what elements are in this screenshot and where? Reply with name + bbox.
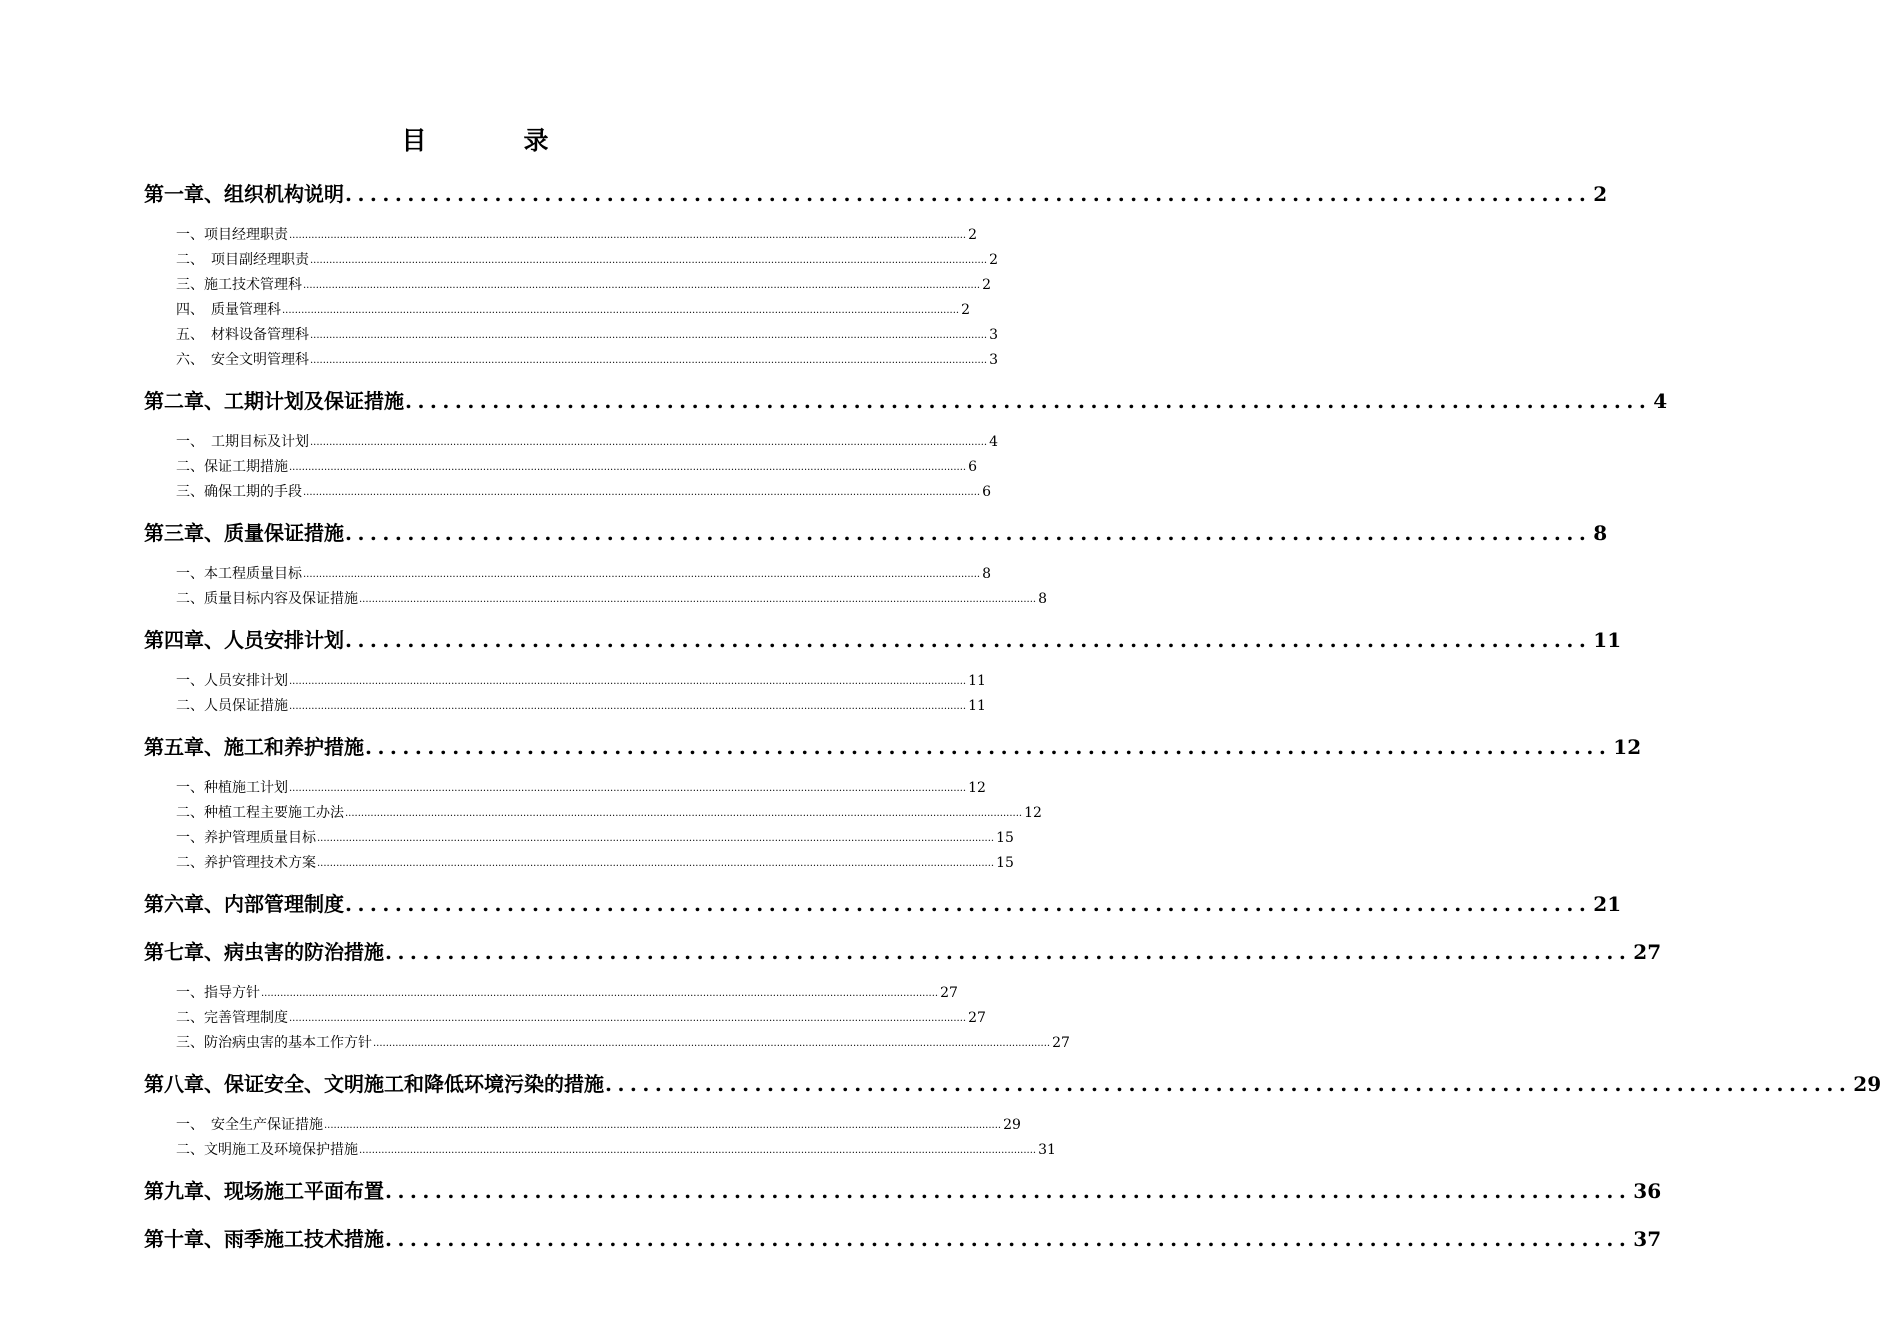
dot-leader: ..................................................................................................................................................................................................................... (359, 1145, 1037, 1156)
toc-section-entry[interactable] (144, 455, 977, 480)
section-page-number: 6 (966, 455, 977, 480)
toc-section-entry[interactable] (144, 562, 991, 587)
dot-leader: ..................................................................................................................................................................................................................... (345, 808, 1023, 819)
dot-leader: .................................................................................................... (345, 892, 1592, 916)
section-page-number: 27 (1050, 1031, 1070, 1056)
section-title: 三、确保工期的手段 (176, 480, 303, 505)
dot-leader: ..................................................................................................................................................................................................................... (303, 280, 981, 291)
chapter-page-number: 29 (1851, 1060, 1881, 1108)
section-page-number: 2 (959, 298, 970, 323)
toc-section-entry[interactable] (144, 1031, 1070, 1056)
section-title: 二、种植工程主要施工办法 (176, 801, 345, 826)
dot-leader: .................................................................................................... (345, 628, 1592, 652)
dot-leader: ..................................................................................................................................................................................................................... (310, 437, 988, 448)
toc-chapter-entry[interactable] (144, 616, 1622, 664)
chapter-page-number: 2 (1591, 170, 1607, 218)
section-page-number: 2 (966, 223, 977, 248)
section-title: 二、完善管理制度 (176, 1006, 289, 1031)
dot-leader: ..................................................................................................................................................................................................................... (324, 1120, 1002, 1131)
dot-leader: ..................................................................................................................................................................................................................... (310, 355, 988, 366)
section-title: 六、 安全文明管理科 (176, 348, 310, 373)
chapter-title: 第九章、现场施工平面布置 (144, 1167, 385, 1215)
dot-leader: ..................................................................................................................................................................................................................... (310, 255, 988, 266)
chapter-title: 第三章、质量保证措施 (144, 509, 345, 557)
section-page-number: 3 (987, 323, 998, 348)
section-page-number: 2 (987, 248, 998, 273)
chapter-title: 第七章、病虫害的防治措施 (144, 928, 385, 976)
section-title: 二、文明施工及环境保护措施 (176, 1138, 359, 1163)
toc-section-entry[interactable] (144, 851, 1014, 876)
chapter-title: 第六章、内部管理制度 (144, 880, 345, 928)
section-page-number: 3 (987, 348, 998, 373)
page-title: 目 录 (401, 126, 585, 155)
dot-leader: .................................................................................................... (385, 1179, 1632, 1203)
section-page-number: 27 (938, 981, 958, 1006)
section-page-number: 29 (1001, 1113, 1021, 1138)
toc-chapter-entry[interactable] (144, 1060, 1881, 1108)
section-page-number: 12 (966, 776, 986, 801)
dot-leader: ..................................................................................................................................................................................................................... (317, 833, 995, 844)
toc-section-entry[interactable] (144, 776, 986, 801)
section-title: 五、 材料设备管理科 (176, 323, 310, 348)
section-title: 四、 质量管理科 (176, 298, 282, 323)
dot-leader: ..................................................................................................................................................................................................................... (289, 230, 967, 241)
toc-section-entry[interactable] (144, 1138, 1056, 1163)
toc-section-entry[interactable] (144, 801, 1042, 826)
toc-chapter-entry[interactable] (144, 723, 1642, 771)
toc-chapter-entry[interactable] (144, 928, 1662, 976)
toc-chapter-entry[interactable] (144, 1167, 1662, 1215)
section-title: 二、保证工期措施 (176, 455, 289, 480)
chapter-title: 第一章、组织机构说明 (144, 170, 345, 218)
section-page-number: 31 (1036, 1138, 1056, 1163)
section-title: 二、养护管理技术方案 (176, 851, 317, 876)
section-title: 一、项目经理职责 (176, 223, 289, 248)
toc-chapter-entry[interactable] (144, 170, 1608, 218)
toc-section-entry[interactable] (144, 1006, 986, 1031)
section-page-number: 27 (966, 1006, 986, 1031)
section-title: 三、防治病虫害的基本工作方针 (176, 1031, 373, 1056)
dot-leader: ..................................................................................................................................................................................................................... (289, 701, 967, 712)
chapter-page-number: 37 (1631, 1215, 1661, 1263)
dot-leader: .................................................................................................... (385, 1227, 1632, 1251)
chapter-page-number: 8 (1591, 509, 1607, 557)
chapter-page-number: 27 (1631, 928, 1661, 976)
toc-section-entry[interactable] (144, 298, 970, 323)
toc-section-entry[interactable] (144, 480, 991, 505)
section-page-number: 12 (1022, 801, 1042, 826)
chapter-title: 第五章、施工和养护措施 (144, 723, 365, 771)
dot-leader: .................................................................................................... (365, 735, 1612, 759)
section-page-number: 11 (966, 669, 986, 694)
section-title: 三、施工技术管理科 (176, 273, 303, 298)
section-title: 一、 工期目标及计划 (176, 430, 310, 455)
chapter-title: 第十章、雨季施工技术措施 (144, 1215, 385, 1263)
section-page-number: 11 (966, 694, 986, 719)
chapter-page-number: 4 (1651, 377, 1667, 425)
toc-section-entry[interactable] (144, 1113, 1021, 1138)
section-title: 一、本工程质量目标 (176, 562, 303, 587)
toc-section-entry[interactable] (144, 826, 1014, 851)
section-page-number: 8 (1036, 587, 1047, 612)
toc-section-entry[interactable] (144, 430, 998, 455)
section-title: 一、指导方针 (176, 981, 261, 1006)
section-page-number: 6 (980, 480, 991, 505)
toc-section-entry[interactable] (144, 223, 977, 248)
section-title: 一、种植施工计划 (176, 776, 289, 801)
table-of-contents (144, 170, 1881, 1263)
section-page-number: 15 (994, 851, 1014, 876)
section-page-number: 4 (987, 430, 998, 455)
toc-section-entry[interactable] (144, 248, 998, 273)
section-title: 一、 安全生产保证措施 (176, 1113, 324, 1138)
toc-section-entry[interactable] (144, 323, 998, 348)
chapter-page-number: 36 (1631, 1167, 1661, 1215)
toc-section-entry[interactable] (144, 669, 986, 694)
toc-chapter-entry[interactable] (144, 509, 1608, 557)
dot-leader: .................................................................................................... (405, 389, 1652, 413)
chapter-title: 第四章、人员安排计划 (144, 616, 345, 664)
dot-leader: ..................................................................................................................................................................................................................... (282, 305, 960, 316)
toc-section-entry[interactable] (144, 981, 958, 1006)
toc-section-entry[interactable] (144, 348, 998, 373)
section-page-number: 8 (980, 562, 991, 587)
dot-leader: ..................................................................................................................................................................................................................... (303, 569, 981, 580)
section-page-number: 2 (980, 273, 991, 298)
chapter-title: 第二章、工期计划及保证措施 (144, 377, 405, 425)
section-title: 一、人员安排计划 (176, 669, 289, 694)
dot-leader: .................................................................................................... (345, 521, 1592, 545)
section-title: 一、养护管理质量目标 (176, 826, 317, 851)
section-title: 二、人员保证措施 (176, 694, 289, 719)
toc-section-entry[interactable] (144, 694, 986, 719)
dot-leader: ..................................................................................................................................................................................................................... (303, 487, 981, 498)
section-page-number: 15 (994, 826, 1014, 851)
dot-leader: .................................................................................................... (345, 182, 1592, 206)
chapter-page-number: 21 (1591, 880, 1621, 928)
dot-leader: ..................................................................................................................................................................................................................... (289, 462, 967, 473)
dot-leader: ..................................................................................................................................................................................................................... (261, 988, 939, 999)
toc-chapter-entry[interactable] (144, 880, 1622, 928)
toc-chapter-entry[interactable] (144, 1215, 1662, 1263)
section-title: 二、 项目副经理职责 (176, 248, 310, 273)
dot-leader: .................................................................................................... (605, 1072, 1852, 1096)
dot-leader: .................................................................................................... (385, 940, 1632, 964)
toc-chapter-entry[interactable] (144, 377, 1668, 425)
dot-leader: ..................................................................................................................................................................................................................... (289, 783, 967, 794)
section-title: 二、质量目标内容及保证措施 (176, 587, 359, 612)
dot-leader: ..................................................................................................................................................................................................................... (359, 594, 1037, 605)
toc-section-entry[interactable] (144, 273, 991, 298)
dot-leader: ..................................................................................................................................................................................................................... (373, 1038, 1051, 1049)
dot-leader: ..................................................................................................................................................................................................................... (289, 1013, 967, 1024)
dot-leader: ..................................................................................................................................................................................................................... (289, 676, 967, 687)
dot-leader: ..................................................................................................................................................................................................................... (317, 858, 995, 869)
chapter-title: 第八章、保证安全、文明施工和降低环境污染的措施 (144, 1060, 605, 1108)
chapter-page-number: 12 (1611, 723, 1641, 771)
dot-leader: ..................................................................................................................................................................................................................... (310, 330, 988, 341)
chapter-page-number: 11 (1591, 616, 1621, 664)
toc-section-entry[interactable] (144, 587, 1047, 612)
